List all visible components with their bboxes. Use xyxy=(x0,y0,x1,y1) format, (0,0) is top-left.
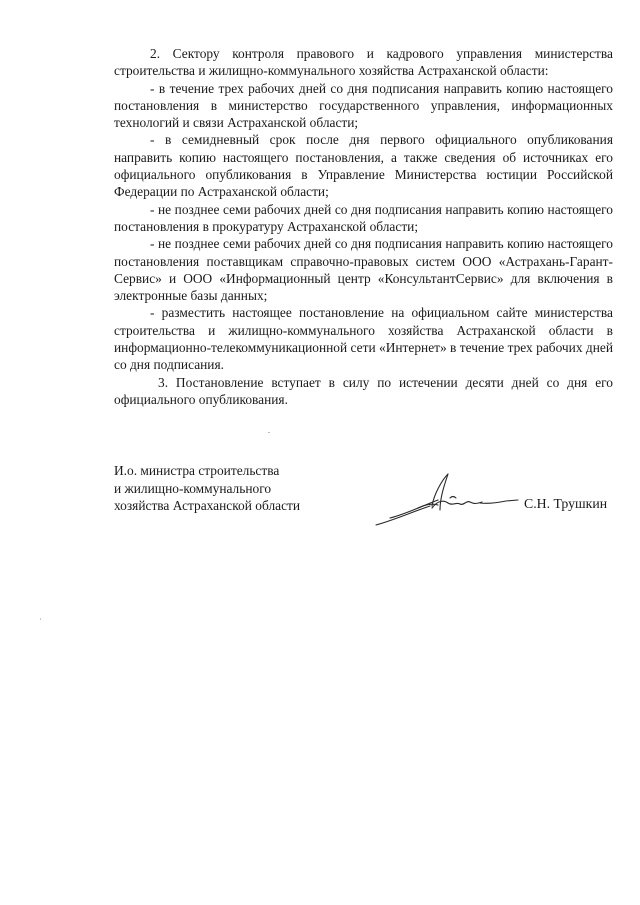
paragraph-2-item-2: - в семидневный срок после дня первого официального опубликования направить копию настоящего постановления, а также сведения об источниках его официального опубликования в Управление Министерства юстиции Российской Федерации по Астраханской области; xyxy=(114,132,613,200)
signatory-position-line-1: И.о. министра строительства xyxy=(114,463,280,478)
paragraph-2-item-1: - в течение трех рабочих дней со дня подписания направить копию настоящего постановления в министерство государственного управления, информационных технологий и связи Астраханской области; xyxy=(114,80,613,131)
paragraph-2-item-4: - не позднее семи рабочих дней со дня подписания направить копию настоящего постановления поставщикам справочно-правовых систем ООО «Астрахань-Гарант-Сервис» и ООО «Информационный центр «КонсультантСервис» для включения в электронные базы данных; xyxy=(114,236,613,304)
signatory-position-line-2: и жилищно-коммунального xyxy=(114,480,272,496)
scan-speck xyxy=(40,618,41,620)
paragraph-2: 2. Сектору контроля правового и кадрового управления министерства строительства и жилищно-коммунального хозяйства Астраханской области: xyxy=(114,46,613,79)
paragraph-3: 3. Постановление вступает в силу по истечении десяти дней со дня его официального опубликования. xyxy=(114,374,613,407)
handwritten-signature xyxy=(372,470,520,532)
signatory-position xyxy=(114,462,344,515)
document-body xyxy=(114,45,613,408)
paragraph-2-item-5: - разместить настоящее постановление на официальном сайте министерства строительства и жилищно-коммунального хозяйства Астраханской области в информационно-телекоммуникационной сети «Интернет» в течение трех рабочих дней со дня подписания. xyxy=(114,305,613,373)
scan-speck xyxy=(268,432,270,433)
signatory-name: С.Н. Трушкин xyxy=(524,496,608,511)
paragraph-2-item-3: - не позднее семи рабочих дней со дня подписания направить копию настоящего постановления в прокуратуру Астраханской области; xyxy=(114,201,613,234)
signatory-position-line-3: хозяйства Астраханской области xyxy=(114,498,301,514)
